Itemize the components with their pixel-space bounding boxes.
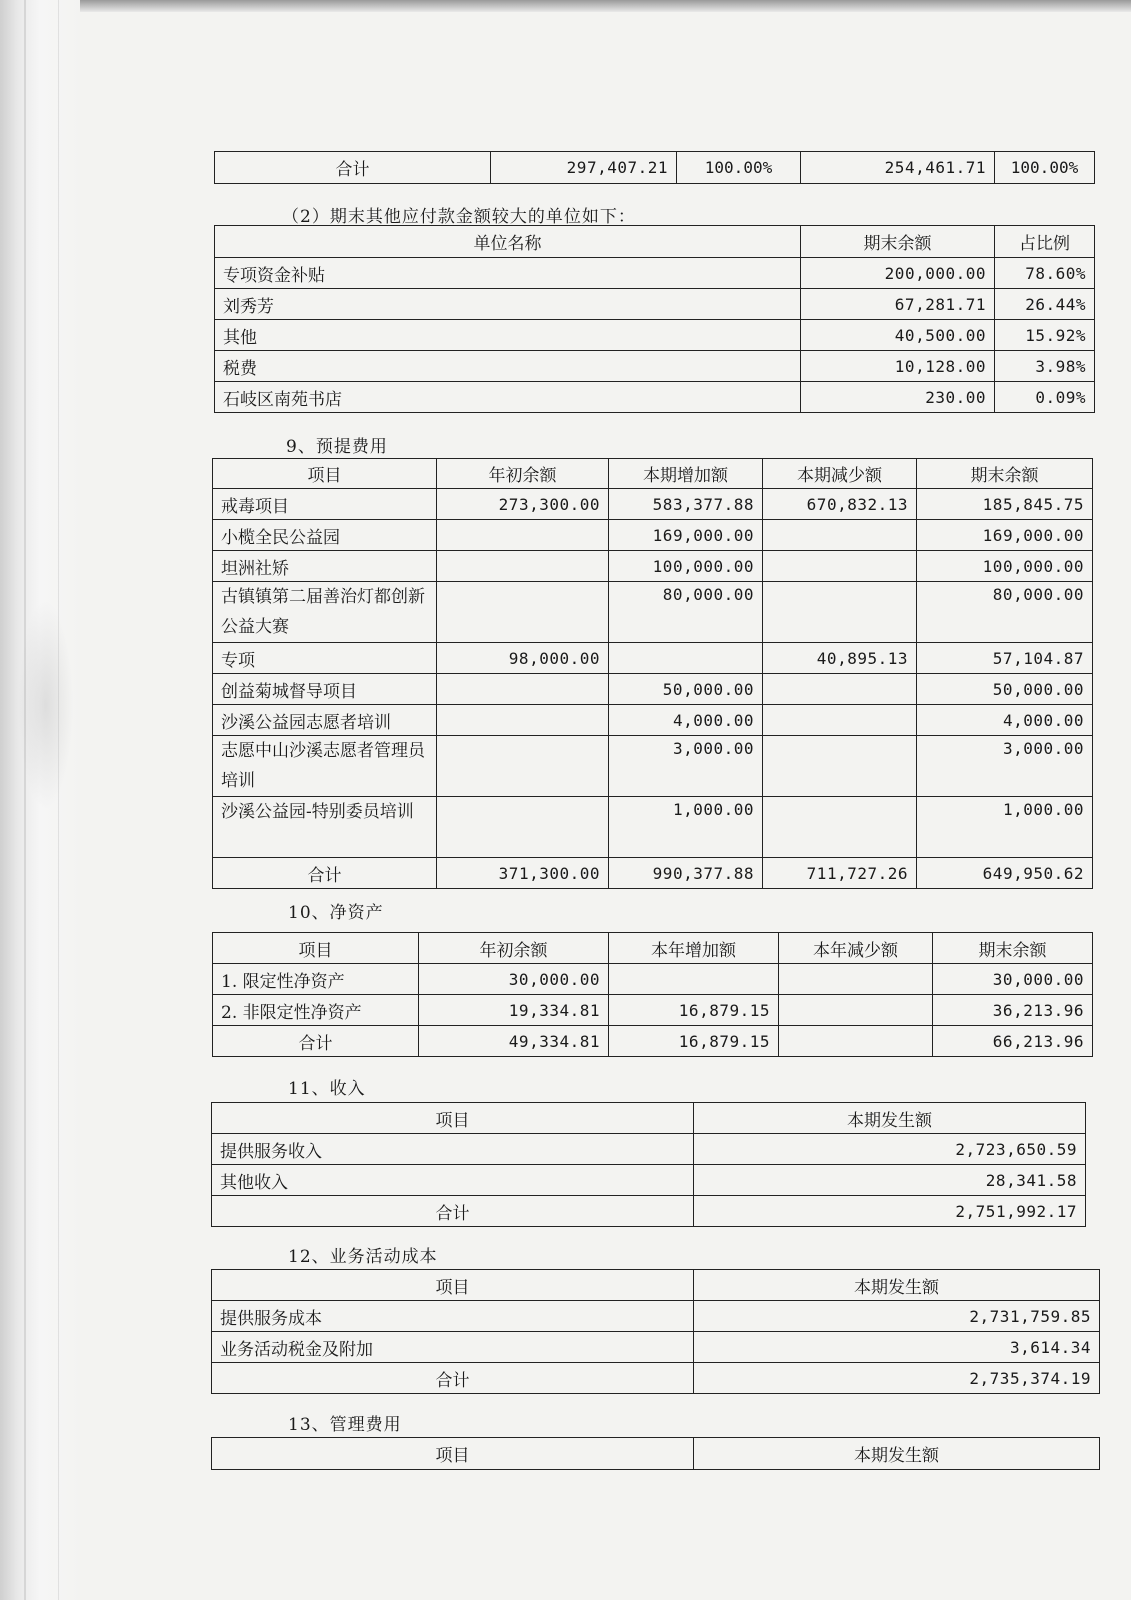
prev-table-total [214, 151, 1095, 184]
accrued-title: 9、预提费用 [286, 437, 388, 457]
table-row: 沙溪公益园-特别委员培训 1,000.00 1,000.00 [213, 797, 1093, 858]
table-row: 古镇镇第二届善治灯都创新公益大赛 80,000.00 80,000.00 [213, 582, 1093, 643]
table-row: 1. 限定性净资产 30,000.00 30,000.00 [213, 964, 1093, 995]
revenue-title: 11、收入 [288, 1079, 366, 1099]
table-row: 专项 98,000.00 40,895.13 57,104.87 [213, 643, 1093, 674]
table-header-row: 单位名称 期末余额 占比例 [215, 226, 1095, 258]
accrued-table [212, 458, 1093, 889]
table-row: 沙溪公益园志愿者培训 4,000.00 4,000.00 [213, 705, 1093, 736]
faded-stamp [18, 600, 73, 810]
table-row: 其他收入 28,341.58 [212, 1165, 1086, 1196]
table-total-row: 合计 49,334.81 16,879.15 66,213.96 [213, 1026, 1093, 1057]
table-row: 提供服务收入 2,723,650.59 [212, 1134, 1086, 1165]
admin-expense-table [211, 1437, 1100, 1470]
business-cost-table [211, 1269, 1100, 1394]
business-cost-title: 12、业务活动成本 [288, 1247, 438, 1267]
table-row: 戒毒项目 273,300.00 583,377.88 670,832.13 185,845.75 [213, 489, 1093, 520]
table-header-row: 项目 本期发生额 [212, 1270, 1100, 1301]
other-payables-table [214, 225, 1095, 413]
net-assets-table [212, 932, 1093, 1057]
total-label: 合计 [215, 152, 491, 184]
table-row: 税费 10,128.00 3.98% [215, 351, 1095, 382]
other-payables-title: （2）期末其他应付款金额较大的单位如下： [282, 207, 636, 227]
table-total-row: 合计 2,735,374.19 [212, 1363, 1100, 1394]
admin-expense-title: 13、管理费用 [288, 1415, 402, 1435]
table-row: 专项资金补贴 200,000.00 78.60% [215, 258, 1095, 289]
table-header-row: 项目 本期发生额 [212, 1438, 1100, 1470]
table-row: 业务活动税金及附加 3,614.34 [212, 1332, 1100, 1363]
table-row: 其他 40,500.00 15.92% [215, 320, 1095, 351]
table-header-row: 项目 年初余额 本年增加额 本年减少额 期末余额 [213, 933, 1093, 964]
table-row: 刘秀芳 67,281.71 26.44% [215, 289, 1095, 320]
table-header-row: 项目 年初余额 本期增加额 本期减少额 期末余额 [213, 459, 1093, 489]
table-row: 提供服务成本 2,731,759.85 [212, 1301, 1100, 1332]
table-header-row: 项目 本期发生额 [212, 1103, 1086, 1134]
table-row: 小榄全民公益园 169,000.00 169,000.00 [213, 520, 1093, 551]
table-row: 石岐区南苑书店 230.00 0.09% [215, 382, 1095, 413]
table-row: 创益菊城督导项目 50,000.00 50,000.00 [213, 674, 1093, 705]
revenue-table [211, 1102, 1086, 1227]
table-row: 志愿中山沙溪志愿者管理员培训 3,000.00 3,000.00 [213, 736, 1093, 797]
table-row: 坦洲社矫 100,000.00 100,000.00 [213, 551, 1093, 582]
table-row: 合计 297,407.21 100.00% 254,461.71 100.00% [215, 152, 1095, 184]
table-total-row: 合计 371,300.00 990,377.88 711,727.26 649,950.62 [213, 858, 1093, 889]
table-total-row: 合计 2,751,992.17 [212, 1196, 1086, 1227]
net-assets-title: 10、净资产 [288, 903, 384, 923]
table-row: 2. 非限定性净资产 19,334.81 16,879.15 36,213.96 [213, 995, 1093, 1026]
scan-top-edge [0, 0, 1131, 12]
